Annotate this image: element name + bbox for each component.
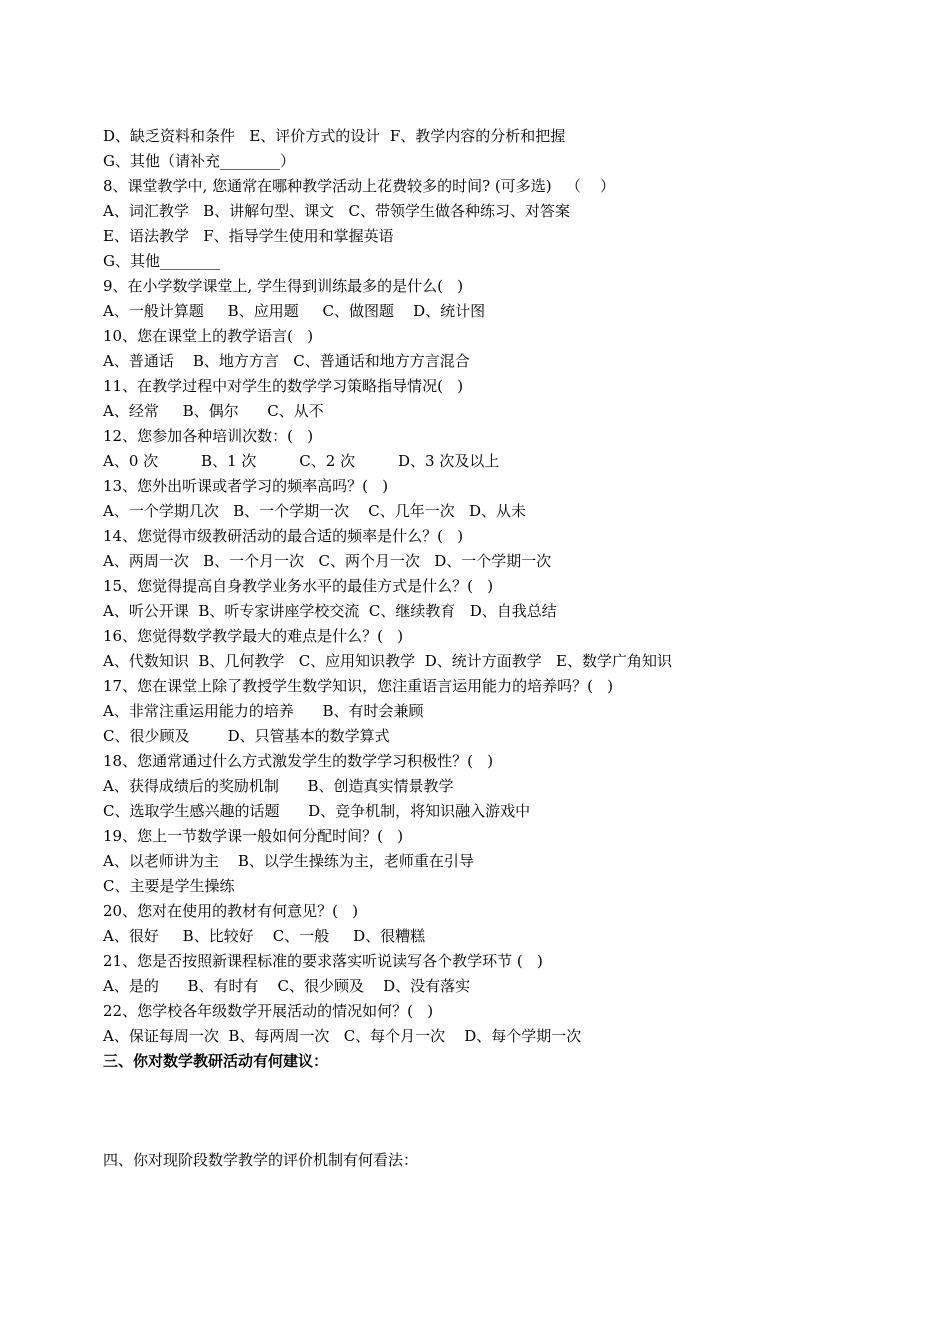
question-8: 8、课堂教学中, 您通常在哪种教学活动上花费较多的时间? (可多选) （ ） [103,177,615,195]
question-12: 12、您参加各种培训次数：( ) [103,427,314,445]
options-line: G、其他________ [103,252,220,270]
options-line: A、很好 B、比较好 C、一般 D、很糟糕 [103,927,426,945]
question-9: 9、在小学数学课堂上, 学生得到训练最多的是什么( ) [103,277,464,295]
question-20: 20、您对在使用的教材有何意见？( ) [103,902,359,920]
document-body [103,124,903,1173]
options-line: A、经常 B、偶尔 C、从不 [103,402,324,420]
options-line: A、非常注重运用能力的培养 B、有时会兼顾 [103,702,424,720]
options-line: A、一般计算题 B、应用题 C、做图题 D、统计图 [103,302,486,320]
text-line: G、其他（请补充________） [103,152,295,170]
question-19: 19、您上一节数学课一般如何分配时间？( ) [103,827,404,845]
options-line: A、普通话 B、地方方言 C、普通话和地方方言混合 [103,352,470,370]
text-line: D、缺乏资料和条件 E、评价方式的设计 F、教学内容的分析和把握 [103,127,566,145]
options-line: A、词汇教学 B、讲解句型、课文 C、带领学生做各种练习、对答案 [103,202,570,220]
options-line: C、选取学生感兴趣的话题 D、竞争机制，将知识融入游戏中 [103,802,531,820]
options-line: A、获得成绩后的奖励机制 B、创造真实情景教学 [103,777,454,795]
question-15: 15、您觉得提高自身教学业务水平的最佳方式是什么？( ) [103,577,494,595]
question-21: 21、您是否按照新课程标准的要求落实听说读写各个教学环节 ( ) [103,952,543,970]
section-heading-3: 三、你对数学教研活动有何建议： [103,1052,329,1070]
options-line: A、代数知识 B、几何教学 C、应用知识教学 D、统计方面教学 E、数学广角知识 [103,652,672,670]
options-line: C、很少顾及 D、只管基本的数学算式 [103,727,390,745]
options-line: A、0 次 B、1 次 C、2 次 D、3 次及以上 [103,452,500,470]
options-line: A、两周一次 B、一个月一次 C、两个月一次 D、一个学期一次 [103,552,552,570]
options-line: A、是的 B、有时有 C、很少顾及 D、没有落实 [103,977,471,995]
question-14: 14、您觉得市级教研活动的最合适的频率是什么？( ) [103,527,464,545]
options-line: A、保证每周一次 B、每两周一次 C、每个月一次 D、每个学期一次 [103,1027,582,1045]
question-17: 17、您在课堂上除了教授学生数学知识，您注重语言运用能力的培养吗？( ) [103,677,614,695]
question-11: 11、在教学过程中对学生的数学学习策略指导情况( ) [103,377,464,395]
options-line: C、主要是学生操练 [103,877,235,895]
question-16: 16、您觉得数学教学最大的难点是什么？( ) [103,627,404,645]
answer-space [103,1124,903,1148]
question-13: 13、您外出听课或者学习的频率高吗？( ) [103,477,389,495]
answer-space [103,1074,903,1124]
question-18: 18、您通常通过什么方式激发学生的数学学习积极性？( ) [103,752,494,770]
options-line: A、一个学期几次 B、一个学期一次 C、几年一次 D、从未 [103,502,527,520]
options-line: E、语法教学 F、指导学生使用和掌握英语 [103,227,394,245]
section-heading-4: 四、你对现阶段数学教学的评价机制有何看法： [103,1151,419,1169]
question-22: 22、您学校各年级数学开展活动的情况如何？( ) [103,1002,434,1020]
options-line: A、以老师讲为主 B、以学生操练为主，老师重在引导 [103,852,474,870]
question-10: 10、您在课堂上的教学语言( ) [103,327,314,345]
options-line: A、听公开课 B、听专家讲座学校交流 C、继续教育 D、自我总结 [103,602,557,620]
